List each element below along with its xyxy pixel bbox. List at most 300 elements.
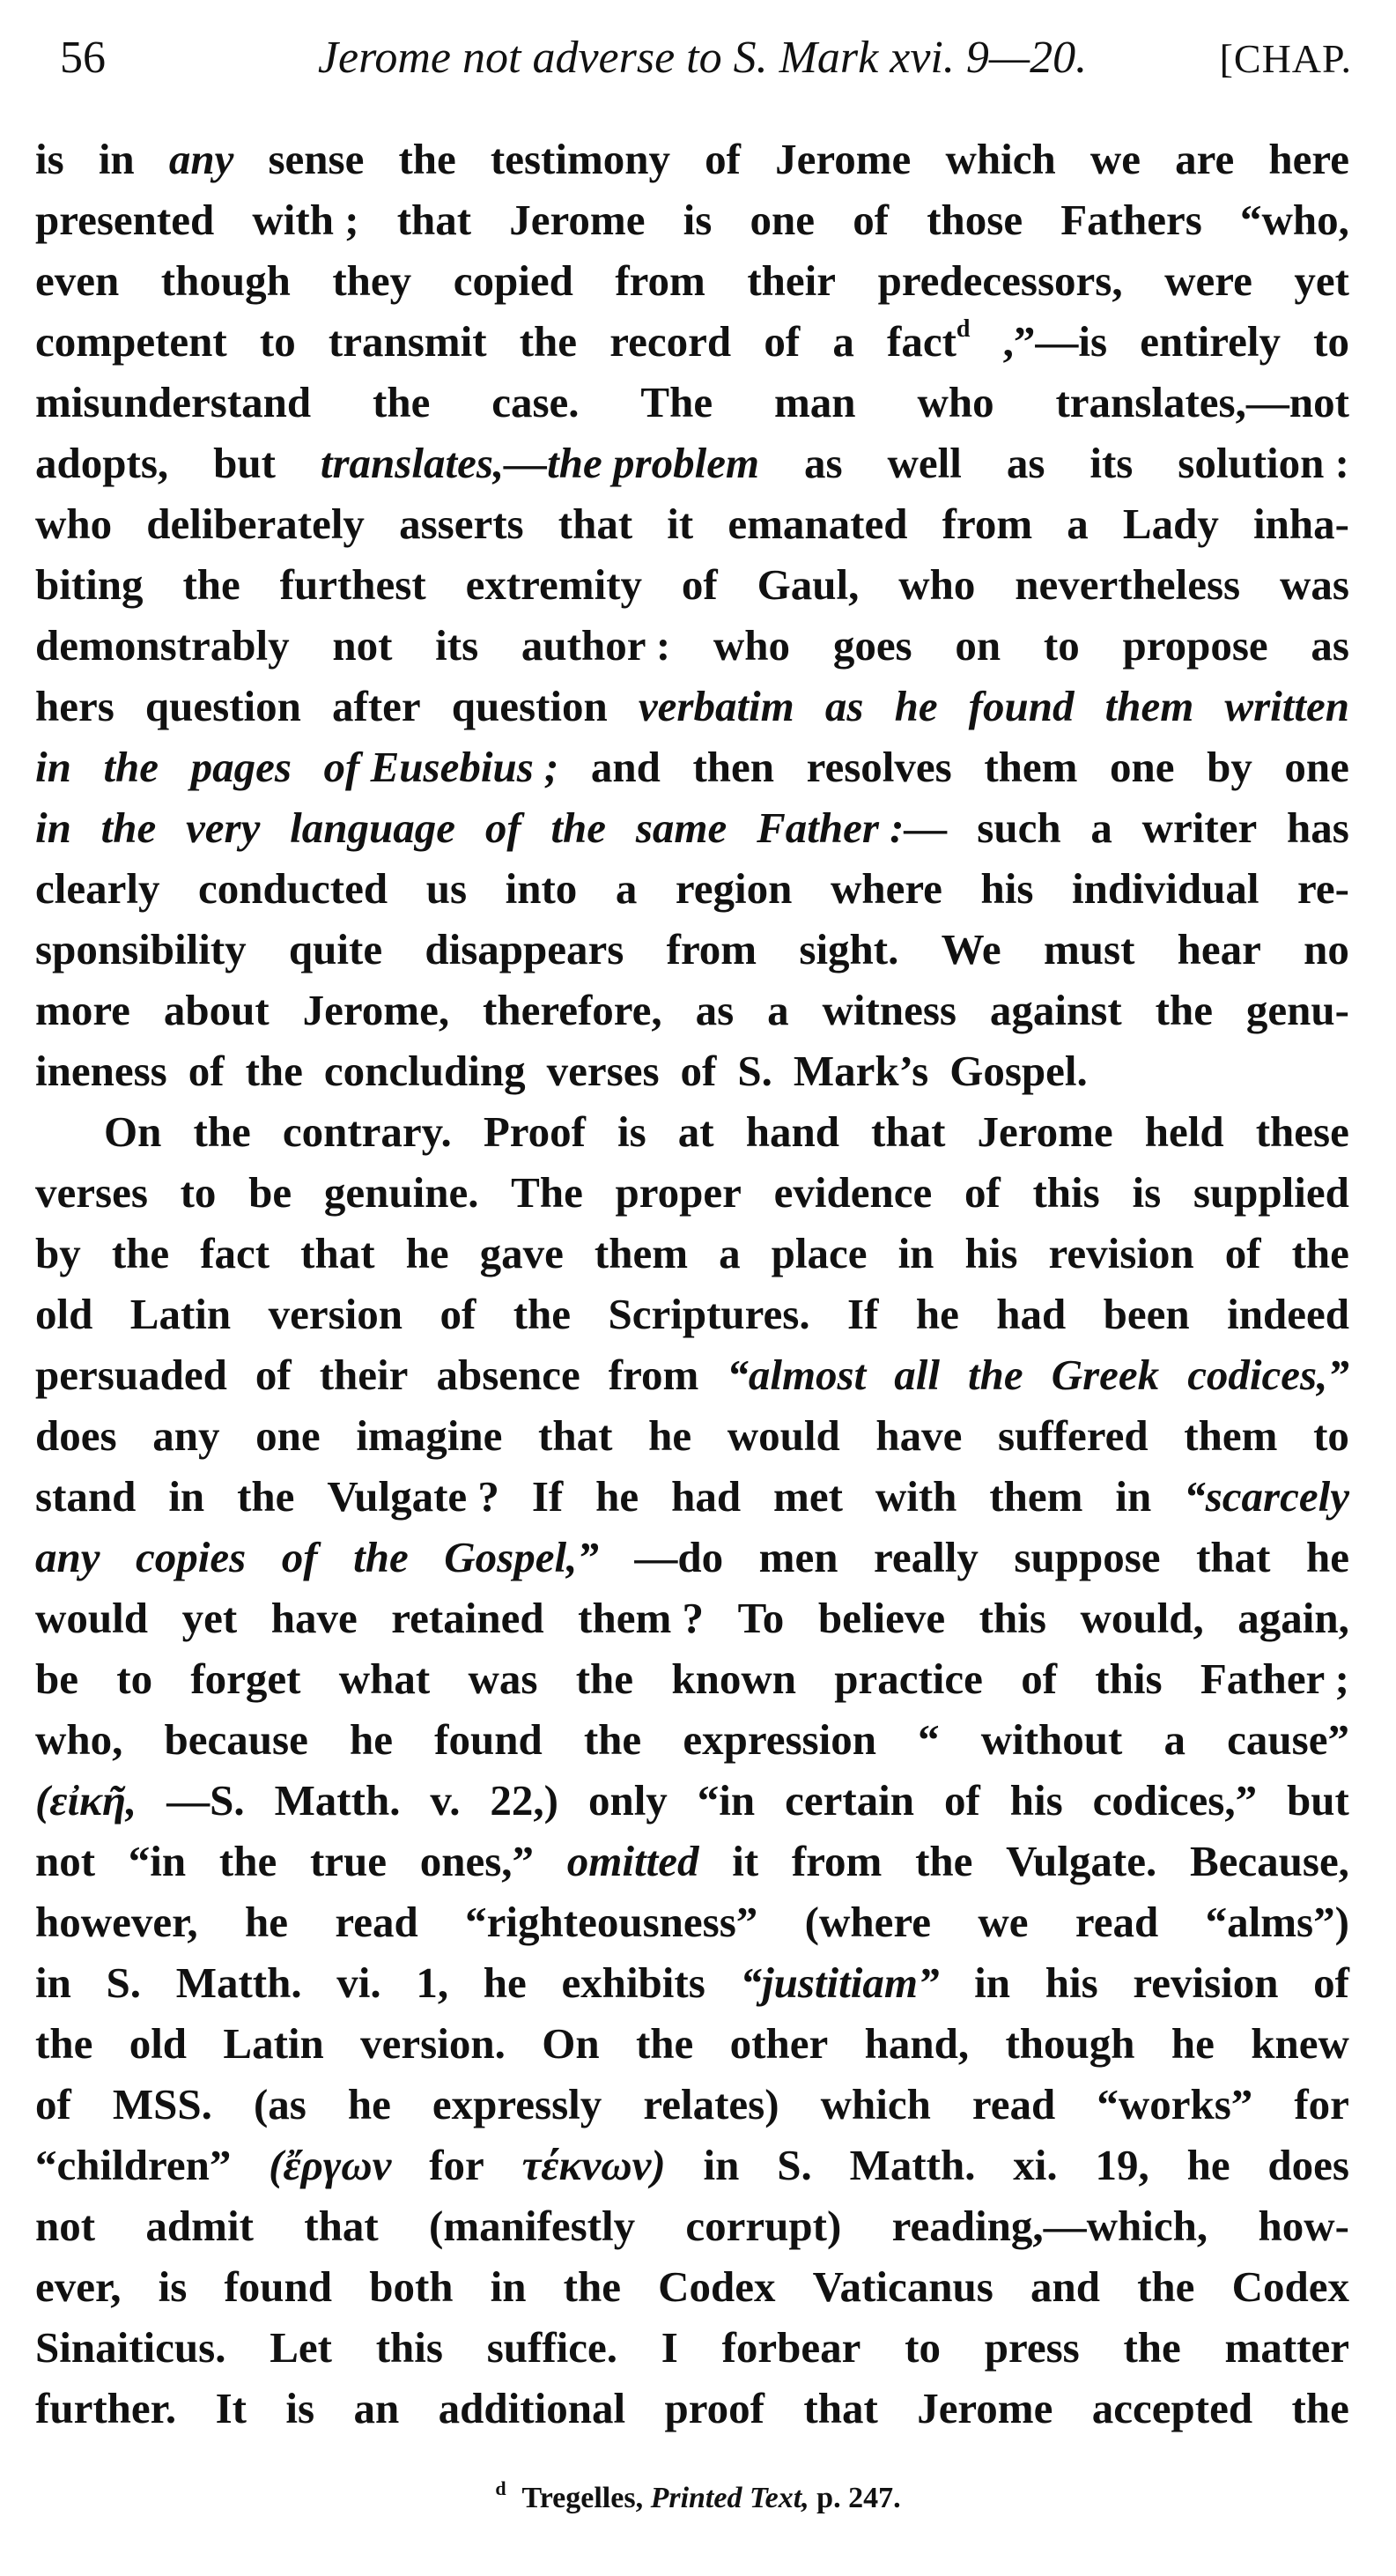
- word: a: [1067, 500, 1089, 548]
- word: who: [713, 621, 791, 670]
- text-line: [35, 129, 1349, 189]
- word: misunderstand: [35, 378, 312, 426]
- word: indeed: [1227, 1290, 1349, 1338]
- body-text: [35, 129, 1349, 2439]
- word: is: [617, 1107, 646, 1156]
- word: well: [887, 439, 962, 487]
- word: in: [35, 803, 71, 852]
- word: and: [1030, 2262, 1100, 2311]
- word: genu-: [1245, 986, 1349, 1034]
- word: expression: [683, 1715, 876, 1764]
- text-line: [35, 1891, 1349, 1952]
- word: translates,—not: [1055, 378, 1349, 426]
- word: emanated: [728, 500, 908, 548]
- word: vi.: [336, 1958, 381, 2007]
- word: against: [989, 986, 1122, 1034]
- word: in: [490, 2262, 527, 2311]
- word: he: [1171, 2019, 1215, 2068]
- word: have: [270, 1594, 358, 1642]
- word: the: [103, 743, 159, 791]
- word: ones,”: [419, 1837, 535, 1885]
- word: of: [853, 196, 890, 244]
- word: forget: [190, 1654, 301, 1703]
- word: with: [875, 1472, 957, 1521]
- word: re-: [1297, 864, 1349, 913]
- word: Jerome: [509, 196, 646, 244]
- word: the: [550, 803, 607, 852]
- word: copies: [136, 1533, 247, 1581]
- word: true: [309, 1837, 388, 1885]
- word: in: [974, 1958, 1011, 2007]
- word: inha-: [1253, 500, 1349, 548]
- word: adopts,: [35, 439, 169, 487]
- word: is: [1132, 1168, 1162, 1217]
- word: of: [705, 135, 741, 183]
- word: goes: [832, 621, 912, 670]
- word: S.: [737, 1047, 772, 1095]
- word: the: [563, 2262, 621, 2311]
- word: what: [338, 1654, 431, 1703]
- word: was: [468, 1654, 538, 1703]
- word: furthest: [279, 560, 426, 609]
- word: disappears: [425, 925, 624, 973]
- word: to: [1313, 317, 1349, 366]
- word: MSS.: [112, 2080, 212, 2128]
- word: of: [964, 1168, 1001, 1217]
- word: that: [304, 2202, 379, 2250]
- word: corrupt): [685, 2202, 842, 2250]
- word: he: [1306, 1533, 1349, 1581]
- word: “almost: [727, 1351, 867, 1399]
- word: resolves: [806, 743, 952, 791]
- word: its: [435, 621, 479, 670]
- word: Vulgate.: [1006, 1837, 1157, 1885]
- word: matter: [1224, 2323, 1349, 2372]
- word: “scarcely: [1184, 1472, 1349, 1521]
- word: to: [180, 1168, 217, 1217]
- word: written: [1224, 682, 1349, 730]
- page-number: 56: [60, 33, 106, 83]
- word: To: [737, 1594, 785, 1642]
- word: because: [164, 1715, 308, 1764]
- word: he: [245, 1898, 289, 1946]
- word: his: [1045, 1958, 1098, 2007]
- word: to: [905, 2323, 941, 2372]
- word: place: [771, 1229, 868, 1277]
- word: those: [927, 196, 1023, 244]
- word: that: [558, 500, 633, 548]
- word: copied: [453, 256, 573, 305]
- word: the: [513, 1290, 572, 1338]
- word: region: [675, 864, 793, 913]
- word: the: [519, 317, 578, 366]
- word: a: [1163, 1715, 1186, 1764]
- word: of: [255, 1351, 292, 1399]
- running-title: Jerome not adverse to S. Mark xvi. 9—20.: [317, 33, 1088, 83]
- word: for: [429, 2141, 484, 2189]
- word: hand,: [864, 2019, 970, 2068]
- word: If: [531, 1472, 564, 1521]
- word: old: [35, 1290, 93, 1338]
- word: without: [980, 1715, 1123, 1764]
- word: —S.: [166, 1776, 245, 1825]
- word: “: [918, 1715, 940, 1764]
- word: supplied: [1193, 1168, 1349, 1217]
- word: asserts: [399, 500, 524, 548]
- word: verses: [546, 1047, 660, 1095]
- word: Codex: [1231, 2262, 1349, 2311]
- word: from: [666, 925, 757, 973]
- text-line: [35, 372, 1349, 433]
- chapter-label: [CHAP.: [1219, 36, 1352, 81]
- word: the: [1291, 2384, 1349, 2432]
- word: he: [648, 1411, 692, 1460]
- word: in: [168, 1472, 205, 1521]
- word: he: [405, 1229, 449, 1277]
- footnote: [0, 2477, 1396, 2515]
- word: of: [943, 1776, 980, 1825]
- word: a: [1090, 803, 1112, 852]
- word: but: [1287, 1776, 1349, 1825]
- word: verbatim: [638, 682, 794, 730]
- word: omitted: [566, 1837, 699, 1885]
- word: therefore,: [483, 986, 662, 1034]
- word: them: [594, 1229, 689, 1277]
- word: as: [824, 682, 864, 730]
- word: the: [575, 1654, 634, 1703]
- word: quite: [288, 925, 383, 973]
- word: really: [874, 1533, 979, 1581]
- word: evidence: [773, 1168, 933, 1217]
- word: have: [875, 1411, 963, 1460]
- word: in: [35, 743, 71, 791]
- word: of: [681, 560, 718, 609]
- text-line: [35, 2195, 1349, 2256]
- word: though: [1005, 2019, 1135, 2068]
- text-line: [35, 1040, 1349, 1101]
- word: practice: [834, 1654, 983, 1703]
- word: found: [224, 2262, 333, 2311]
- footnote-mark: d: [495, 2477, 506, 2499]
- word: on: [955, 621, 1001, 670]
- word: codices,”: [1092, 1776, 1258, 1825]
- word: of: [1021, 1654, 1058, 1703]
- word: he: [915, 1290, 959, 1338]
- word: Jerome: [977, 1107, 1113, 1156]
- word: where: [830, 864, 942, 913]
- text-line: [35, 1405, 1349, 1466]
- word: which: [945, 135, 1056, 183]
- text-line: [35, 2013, 1349, 2074]
- word: the: [1291, 1229, 1349, 1277]
- word: more: [35, 986, 130, 1034]
- word: a: [719, 1229, 741, 1277]
- word: to: [1043, 621, 1080, 670]
- word: were: [1164, 256, 1252, 305]
- word: propose: [1122, 621, 1268, 670]
- word: men: [758, 1533, 838, 1581]
- word: in: [1115, 1472, 1152, 1521]
- word: —do: [634, 1533, 724, 1581]
- word: one: [255, 1411, 321, 1460]
- word: this: [979, 1594, 1046, 1642]
- word: a: [767, 986, 789, 1034]
- word: ineness: [35, 1047, 167, 1095]
- word: sense: [268, 135, 365, 183]
- word: been: [1103, 1290, 1190, 1338]
- text-line: [35, 2135, 1349, 2195]
- word: clearly: [35, 864, 160, 913]
- word: 22,): [490, 1776, 558, 1825]
- word: demonstrably: [35, 621, 290, 670]
- word: the: [353, 1533, 409, 1581]
- text-line: [35, 1101, 1349, 1162]
- word: their: [747, 256, 837, 305]
- word: them: [1184, 1411, 1278, 1460]
- word: would: [35, 1594, 149, 1642]
- word: be: [35, 1654, 78, 1703]
- text-line: [35, 1709, 1349, 1770]
- word: question: [451, 682, 608, 730]
- word: Codex: [658, 2262, 776, 2311]
- word: not: [35, 1837, 96, 1885]
- word: the: [1155, 986, 1213, 1034]
- word: that: [1196, 1533, 1271, 1581]
- word: of: [35, 2080, 71, 2128]
- word: accepted: [1091, 2384, 1253, 2432]
- word: Gaul,: [757, 560, 860, 609]
- word: would,: [1080, 1594, 1204, 1642]
- word: knew: [1251, 2019, 1349, 2068]
- word: Let: [270, 2323, 332, 2372]
- word: man: [773, 378, 856, 426]
- text-line: [35, 2074, 1349, 2135]
- text-line: [35, 1648, 1349, 1709]
- word: the: [237, 1472, 295, 1521]
- word: Latin: [223, 2019, 324, 2068]
- word: of: [439, 1290, 476, 1338]
- word: does: [1267, 2141, 1349, 2189]
- word: exhibits: [561, 1958, 705, 2007]
- word: “works”: [1097, 2080, 1253, 2128]
- word: solution :: [1178, 439, 1349, 487]
- word: this: [1095, 1654, 1163, 1703]
- word: them: [1104, 682, 1194, 730]
- word: us: [425, 864, 468, 913]
- word: other: [729, 2019, 829, 2068]
- word: of: [764, 317, 801, 366]
- word: all: [894, 1351, 941, 1399]
- word: and: [590, 743, 661, 791]
- word: Vulgate ?: [327, 1472, 499, 1521]
- word: the: [245, 1047, 303, 1095]
- word: this: [1032, 1168, 1100, 1217]
- word: these: [1255, 1107, 1349, 1156]
- word: has: [1287, 803, 1349, 852]
- word: “children”: [35, 2141, 232, 2189]
- word: they: [332, 256, 412, 305]
- word: fact: [200, 1229, 270, 1277]
- word: ever,: [35, 2262, 122, 2311]
- word: of: [1224, 1229, 1261, 1277]
- word: this: [375, 2323, 443, 2372]
- word: S.: [106, 1958, 142, 2007]
- word: xi.: [1013, 2141, 1058, 2189]
- word: case.: [491, 378, 580, 426]
- text-line: [35, 1466, 1349, 1527]
- text-line: [35, 554, 1349, 615]
- word: sight.: [799, 925, 899, 973]
- word: On: [104, 1107, 162, 1156]
- word: is: [158, 2262, 188, 2311]
- word: nevertheless: [1015, 560, 1241, 609]
- word: certain: [785, 1776, 915, 1825]
- word: (where: [804, 1898, 931, 1946]
- word: (manifestly: [429, 2202, 636, 2250]
- word: deliberately: [146, 500, 365, 548]
- word: cause”: [1227, 1715, 1349, 1764]
- word: even: [35, 256, 120, 305]
- word: to: [259, 317, 296, 366]
- word: Matth.: [849, 2141, 976, 2189]
- word: to: [116, 1654, 153, 1703]
- word: Vaticanus: [812, 2262, 993, 2311]
- word: in: [35, 1958, 71, 2007]
- word: hers: [35, 682, 114, 730]
- word: from: [608, 1351, 699, 1399]
- word: a: [615, 864, 638, 913]
- footnote-reference: d: [956, 315, 971, 343]
- word: he: [595, 1472, 639, 1521]
- word: known: [671, 1654, 796, 1703]
- word: further.: [35, 2384, 177, 2432]
- word: would: [727, 1411, 840, 1460]
- word: is: [683, 196, 713, 244]
- word: read: [1075, 1898, 1159, 1946]
- word: by: [1207, 743, 1252, 791]
- word: he: [894, 682, 938, 730]
- word: that: [803, 2384, 878, 2432]
- word: press: [984, 2323, 1080, 2372]
- word: at: [677, 1107, 714, 1156]
- word: though: [160, 256, 291, 305]
- word: reading,—which,: [891, 2202, 1208, 2250]
- word: how-: [1258, 2202, 1349, 2250]
- word: he: [350, 1715, 393, 1764]
- word: his: [1009, 1776, 1063, 1825]
- word: a: [832, 317, 854, 366]
- word: very: [186, 803, 261, 852]
- word: had: [996, 1290, 1067, 1338]
- text-line: [35, 615, 1349, 676]
- word: 19,: [1095, 2141, 1149, 2189]
- word: of: [484, 803, 521, 852]
- word: that: [538, 1411, 613, 1460]
- word: The: [640, 378, 713, 426]
- word: from: [791, 1837, 883, 1885]
- word: verses: [35, 1168, 148, 1217]
- word: question: [144, 682, 301, 730]
- word: about: [163, 986, 270, 1034]
- word: revision: [1133, 1958, 1279, 2007]
- word: Because,: [1189, 1837, 1349, 1885]
- text-line: [35, 1831, 1349, 1891]
- word: as: [695, 986, 735, 1034]
- word: concluding: [323, 1047, 526, 1095]
- word: version.: [360, 2019, 506, 2068]
- word: the: [373, 378, 431, 426]
- word: revision: [1048, 1229, 1194, 1277]
- word: which: [820, 2080, 931, 2128]
- word: however,: [35, 1898, 198, 1946]
- word: hand: [745, 1107, 839, 1156]
- word: Father :—: [757, 803, 948, 852]
- text-line: [35, 1223, 1349, 1284]
- running-header: [53, 32, 1352, 85]
- word: the: [35, 2019, 93, 2068]
- word: from: [615, 256, 705, 305]
- word: any: [152, 1411, 220, 1460]
- word: τέκνων): [521, 2141, 666, 2189]
- word: suppose: [1014, 1533, 1161, 1581]
- word: proper: [615, 1168, 742, 1217]
- word: Lady: [1122, 500, 1219, 548]
- word: presented: [35, 196, 215, 244]
- word: only: [587, 1776, 668, 1825]
- word: them: [989, 1472, 1083, 1521]
- word: Matth.: [274, 1776, 401, 1825]
- word: additional: [438, 2384, 626, 2432]
- word: Proof: [483, 1107, 586, 1156]
- word: of: [1313, 1958, 1349, 2007]
- text-line: [35, 1344, 1349, 1405]
- text-line: [35, 2317, 1349, 2378]
- word: “justitiam”: [740, 1958, 940, 2007]
- word: again,: [1237, 1594, 1349, 1642]
- word: the: [583, 1715, 642, 1764]
- word: their: [319, 1351, 409, 1399]
- word: gave: [479, 1229, 564, 1277]
- word: the: [635, 2019, 694, 2068]
- word: conducted: [198, 864, 388, 913]
- text-line: [35, 189, 1349, 250]
- text-line: [35, 676, 1349, 737]
- word: then: [692, 743, 775, 791]
- word: Fathers: [1060, 196, 1202, 244]
- word: v.: [430, 1776, 461, 1825]
- word: transmit: [328, 317, 487, 366]
- text-line: [35, 2256, 1349, 2317]
- word: his: [964, 1229, 1018, 1277]
- word: in: [703, 2141, 740, 2189]
- footnote-title: Printed Text,: [650, 2482, 809, 2514]
- word: of: [188, 1047, 225, 1095]
- word: the: [968, 1351, 1023, 1399]
- word: “in: [128, 1837, 187, 1885]
- word: (εἰκῆ,: [35, 1776, 137, 1825]
- text-line: [35, 493, 1349, 554]
- word: who: [35, 500, 113, 548]
- word: fact$^d$: [887, 315, 971, 366]
- word: individual: [1072, 864, 1259, 913]
- word: one: [1110, 743, 1175, 791]
- word: Jerome: [775, 135, 912, 183]
- word: of: [281, 1533, 318, 1581]
- word: entirely: [1140, 317, 1281, 366]
- text-line: [35, 980, 1349, 1040]
- word: that: [396, 196, 472, 244]
- word: version: [268, 1290, 403, 1338]
